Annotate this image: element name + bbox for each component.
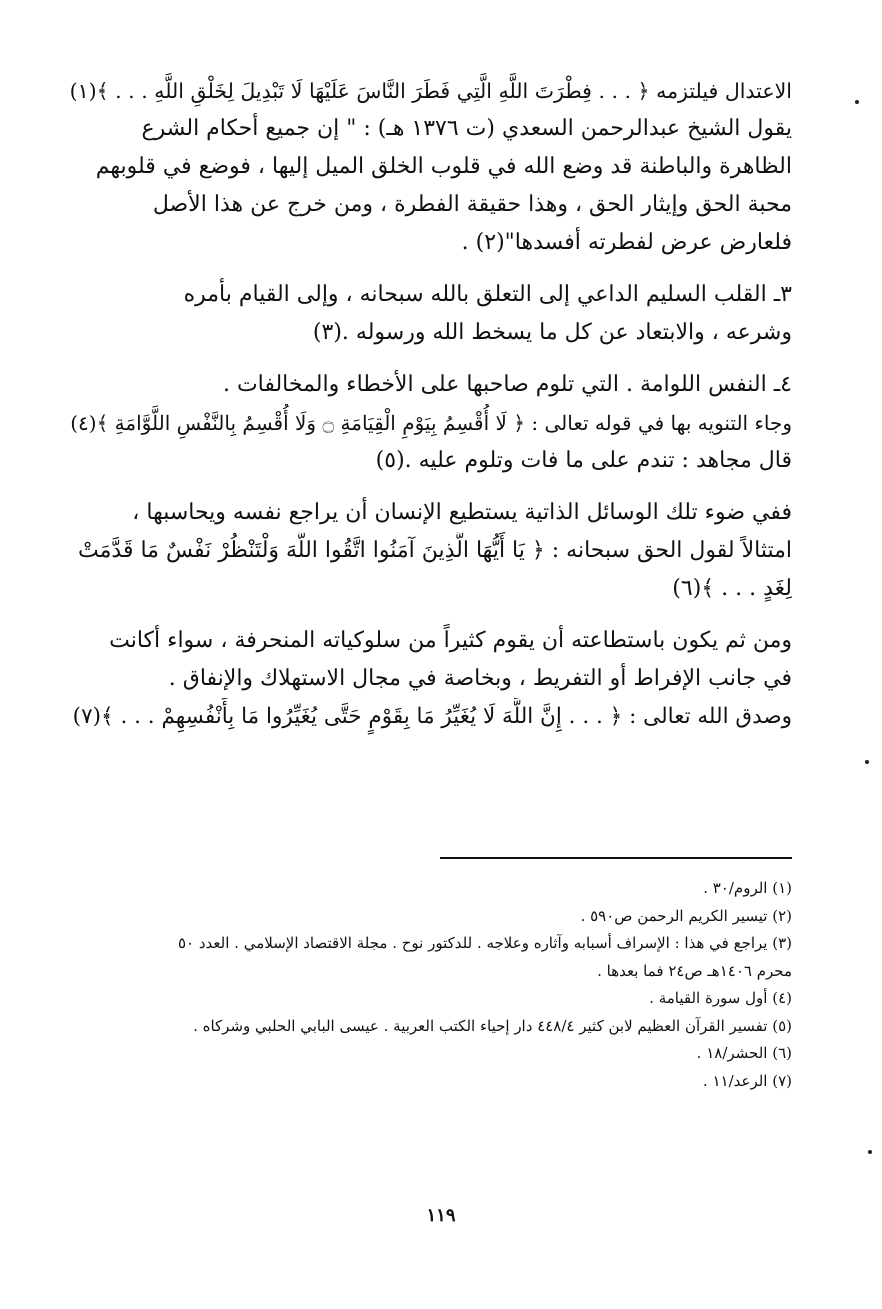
footnotes	[70, 875, 792, 1095]
footnote: (١) الروم/٣٠ .	[703, 879, 792, 897]
scan-speck	[855, 100, 859, 104]
scan-speck	[865, 760, 869, 764]
text-line: فلعارض عرض لفطرته أفسدها"(٢) .	[461, 230, 792, 255]
text-line: وجاء التنويه بها في قوله تعالى : ﴿ لَا أُقْسِمُ بِيَوْمِ الْقِيَامَةِ ۝ وَلَا أُقْسِمُ بِالنَّفْسِ اللَّوَّامَةِ ﴾(٤)	[70, 411, 792, 435]
text-line: الاعتدال فيلتزمه ﴿ . . . فِطْرَتَ اللَّهِ الَّتِي فَطَرَ النَّاسَ عَلَيْهَا لَا تَبْدِيلَ لِخَلْقِ اللَّهِ . . . ﴾(١)	[70, 79, 792, 103]
footnote: (٥) تفسير القرآن العظيم لابن كثير ٤٤٨/٤ دار إحياء الكتب العربية . عيسى البابي الحلبي وشركاه .	[193, 1016, 792, 1035]
text-line: ففي ضوء تلك الوسائل الذاتية يستطيع الإنسان أن يراجع نفسه ويحاسبها ،	[132, 500, 792, 525]
text-line: ومن ثم يكون باستطاعته أن يقوم كثيراً من سلوكياته المنحرفة ، سواء أكانت	[109, 628, 792, 653]
text-line: قال مجاهد : تندم على ما فات وتلوم عليه .(٥)	[375, 448, 792, 473]
footnote: (٢) تيسير الكريم الرحمن ص٥٩٠ .	[580, 906, 792, 925]
text-line: لِغَدٍ . . . ﴾(٦)	[672, 576, 792, 601]
text-line: امتثالاً لقول الحق سبحانه : ﴿ يَا أَيُّهَا الَّذِينَ آمَنُوا اتَّقُوا اللَّهَ وَلْتَنْظُرْ نَفْسٌ مَا قَدَّمَتْ	[78, 538, 792, 563]
text-line: وصدق الله تعالى : ﴿ . . . إِنَّ اللَّهَ لَا يُغَيِّرُ مَا بِقَوْمٍ حَتَّى يُغَيِّرُوا مَا بِأَنْفُسِهِمْ . . . ﴾(٧)	[72, 704, 792, 729]
footnote-divider	[440, 857, 792, 859]
footnote: محرم ١٤٠٦هـ ص٢٤ فما بعدها .	[597, 961, 792, 980]
main-text	[70, 72, 792, 736]
footnote: (٧) الرعد/١١ .	[702, 1071, 792, 1090]
page-number: ١١٩	[426, 1205, 456, 1226]
text-line: الظاهرة والباطنة قد وضع الله في قلوب الخلق الميل إليها ، فوضع في قلوبهم	[95, 154, 792, 179]
text-line: يقول الشيخ عبدالرحمن السعدي (ت ١٣٧٦ هـ) : " إن جميع أحكام الشرع	[141, 116, 792, 141]
footnote: (٣) يراجع في هذا : الإسراف أسبابه وآثاره وعلاجه . للدكتور نوح . مجلة الاقتصاد الإسلامي . العدد ٥٠	[177, 934, 792, 952]
text-line: وشرعه ، والابتعاد عن كل ما يسخط الله ورسوله .(٣)	[312, 320, 792, 345]
text-line: في جانب الإفراط أو التفريط ، وبخاصة في مجال الاستهلاك والإنفاق .	[168, 666, 792, 691]
text-line: ٤ـ النفس اللوامة . التي تلوم صاحبها على الأخطاء والمخالفات .	[222, 372, 792, 397]
footnote: (٦) الحشر/١٨ .	[696, 1044, 792, 1062]
text-line: محبة الحق وإيثار الحق ، وهذا حقيقة الفطرة ، ومن خرج عن هذا الأصل	[152, 192, 792, 217]
text-line: ٣ـ القلب السليم الداعي إلى التعلق بالله سبحانه ، وإلى القيام بأمره	[183, 282, 792, 307]
scan-speck	[868, 1150, 872, 1154]
footnote: (٤) أول سورة القيامة .	[649, 989, 792, 1007]
